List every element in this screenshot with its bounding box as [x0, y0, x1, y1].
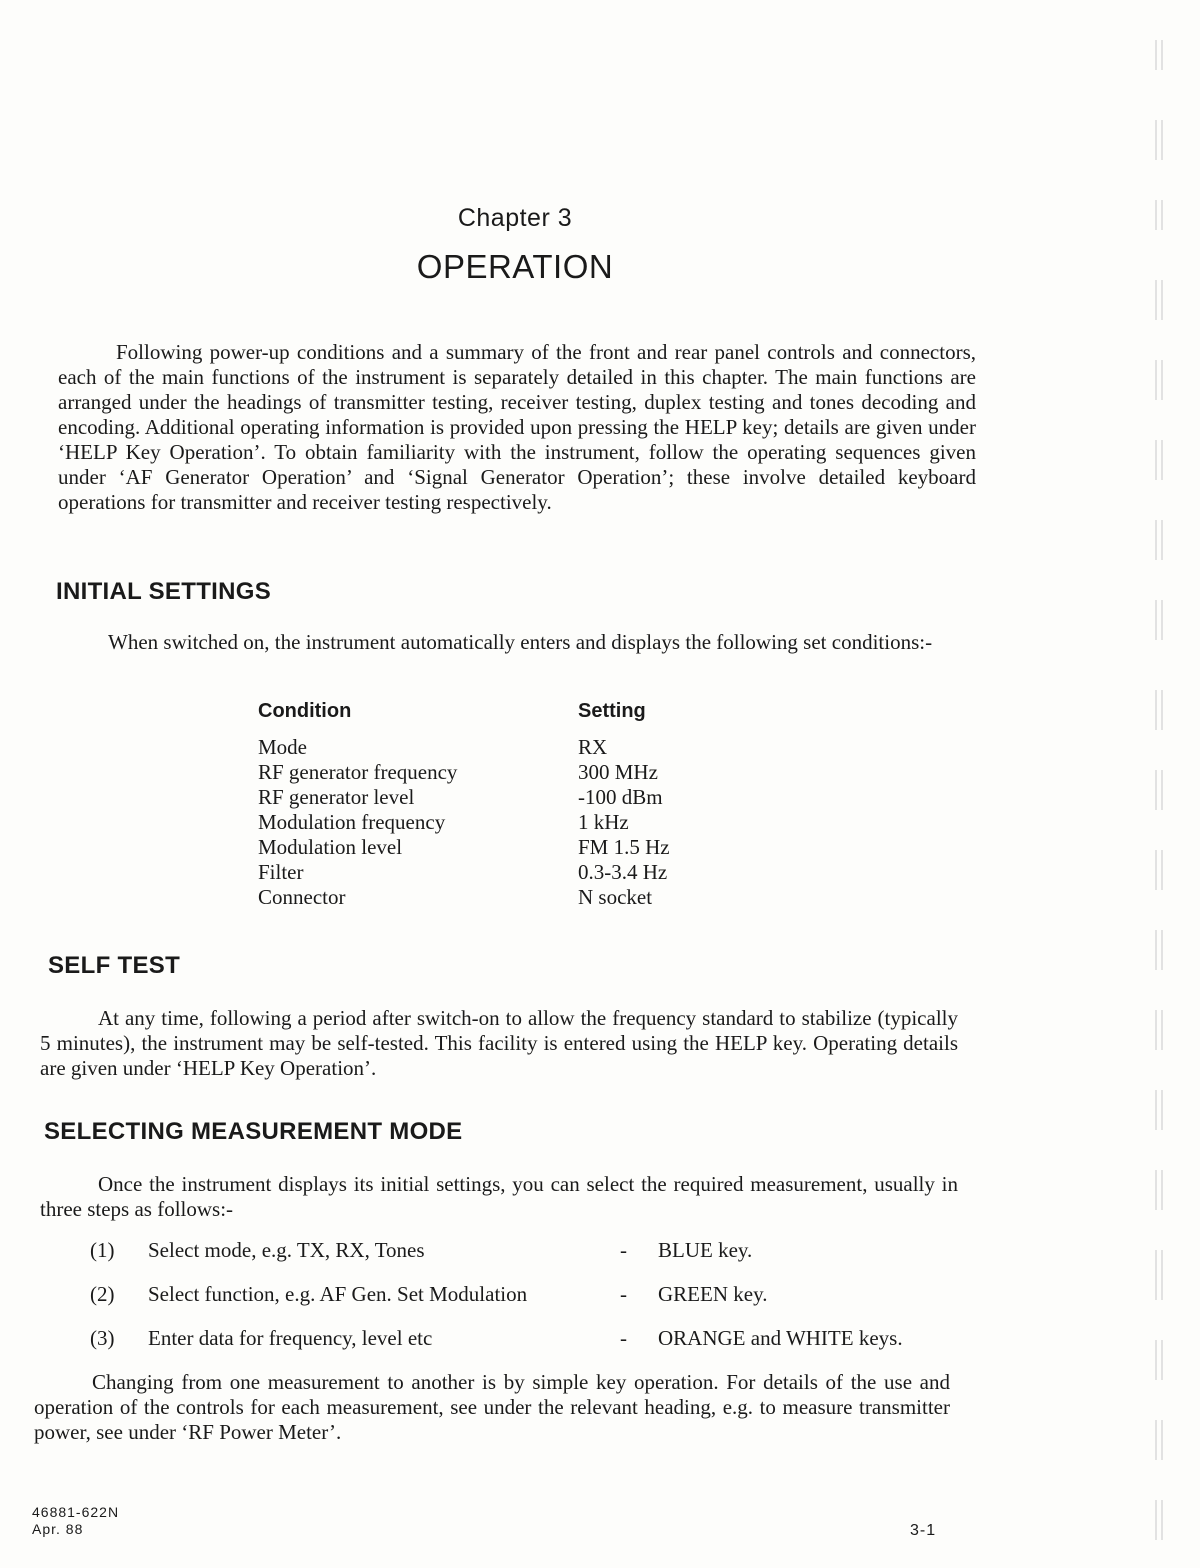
table-header-row: [258, 700, 670, 735]
initial-settings-paragraph: When switched on, the instrument automatically enters and displays the following set conditions:-: [108, 630, 933, 654]
step-key: GREEN key.: [658, 1282, 768, 1306]
step-text: Enter data for frequency, level etc: [148, 1326, 433, 1350]
selecting-mode-paragraph: Once the instrument displays its initial settings, you can select the required measurement, usually in three steps as follows:-: [40, 1172, 958, 1221]
step-text: Select mode, e.g. TX, RX, Tones: [148, 1238, 425, 1262]
closing-paragraph: Changing from one measurement to another is by simple key operation. For details of the use and operation of the controls for each measurement, see under the relevant heading, e.g. to measure transmitter power, see under ‘RF Power Meter’.: [34, 1370, 950, 1444]
binder-edge-marks: [1150, 0, 1180, 1568]
setting-cell: FM 1.5 Hz: [578, 835, 670, 859]
step-key: BLUE key.: [658, 1238, 753, 1262]
table-row: [258, 760, 670, 785]
step-dash: -: [620, 1238, 627, 1262]
doc-date: Apr. 88: [32, 1521, 84, 1537]
intro-paragraph: Following power-up conditions and a summary of the front and rear panel controls and connectors, each of the main functions of the instrument is separately detailed in this chapter. The main functions are arranged under the headings of transmitter testing, receiver testing, duplex testing and tones decoding and encoding. Additional operating information is provided upon pressing the HELP key; details are given under ‘HELP Key Operation’. To obtain familiarity with the instrument, follow the operating sequences given under ‘AF Generator Operation’ and ‘Signal Generator Operation’; these involve detailed keyboard operations for transmitter and receiver testing respectively.: [58, 340, 976, 514]
condition-cell: RF generator level: [258, 785, 415, 809]
selecting-mode-heading: SELECTING MEASUREMENT MODE: [44, 1118, 463, 1145]
condition-column-header: Condition: [258, 700, 352, 722]
step-key: ORANGE and WHITE keys.: [658, 1326, 903, 1350]
setting-cell: 0.3-3.4 Hz: [578, 860, 668, 884]
list-item: [90, 1238, 970, 1282]
footer-code-block: [32, 1504, 119, 1538]
self-test-heading: SELF TEST: [48, 952, 181, 979]
step-number: (2): [90, 1282, 115, 1306]
setting-column-header: Setting: [578, 700, 646, 722]
self-test-paragraph: At any time, following a period after switch-on to allow the frequency standard to stabilize (typically 5 minutes), the instrument may be self-tested. This facility is entered using the HELP key. Operating details are given under ‘HELP Key Operation’.: [40, 1006, 958, 1080]
setting-cell: 300 MHz: [578, 760, 658, 784]
setting-cell: RX: [578, 735, 608, 759]
setting-cell: 1 kHz: [578, 810, 629, 834]
setting-cell: -100 dBm: [578, 785, 663, 809]
list-item: [90, 1282, 970, 1326]
chapter-label: Chapter 3: [457, 204, 573, 232]
setting-cell: N socket: [578, 885, 653, 909]
table-row: [258, 885, 670, 910]
initial-conditions-table: [258, 700, 670, 910]
table-row: [258, 860, 670, 885]
steps-list: [90, 1238, 970, 1370]
doc-code: 46881-622N: [32, 1504, 120, 1520]
condition-cell: Filter: [258, 860, 304, 884]
condition-cell: Connector: [258, 885, 346, 909]
initial-settings-heading: INITIAL SETTINGS: [56, 578, 272, 605]
table-row: [258, 785, 670, 810]
step-dash: -: [620, 1282, 627, 1306]
step-dash: -: [620, 1326, 627, 1350]
step-number: (1): [90, 1238, 115, 1262]
list-item: [90, 1326, 970, 1370]
step-text: Select function, e.g. AF Gen. Set Modulation: [148, 1282, 528, 1306]
condition-cell: Modulation frequency: [258, 810, 446, 834]
condition-cell: Modulation level: [258, 835, 403, 859]
condition-cell: RF generator frequency: [258, 760, 458, 784]
page-number: 3-1: [910, 1522, 937, 1539]
chapter-title: OPERATION: [416, 248, 614, 285]
step-number: (3): [90, 1326, 115, 1350]
condition-cell: Mode: [258, 735, 307, 759]
table-row: [258, 835, 670, 860]
table-row: [258, 810, 670, 835]
table-row: [258, 735, 670, 760]
